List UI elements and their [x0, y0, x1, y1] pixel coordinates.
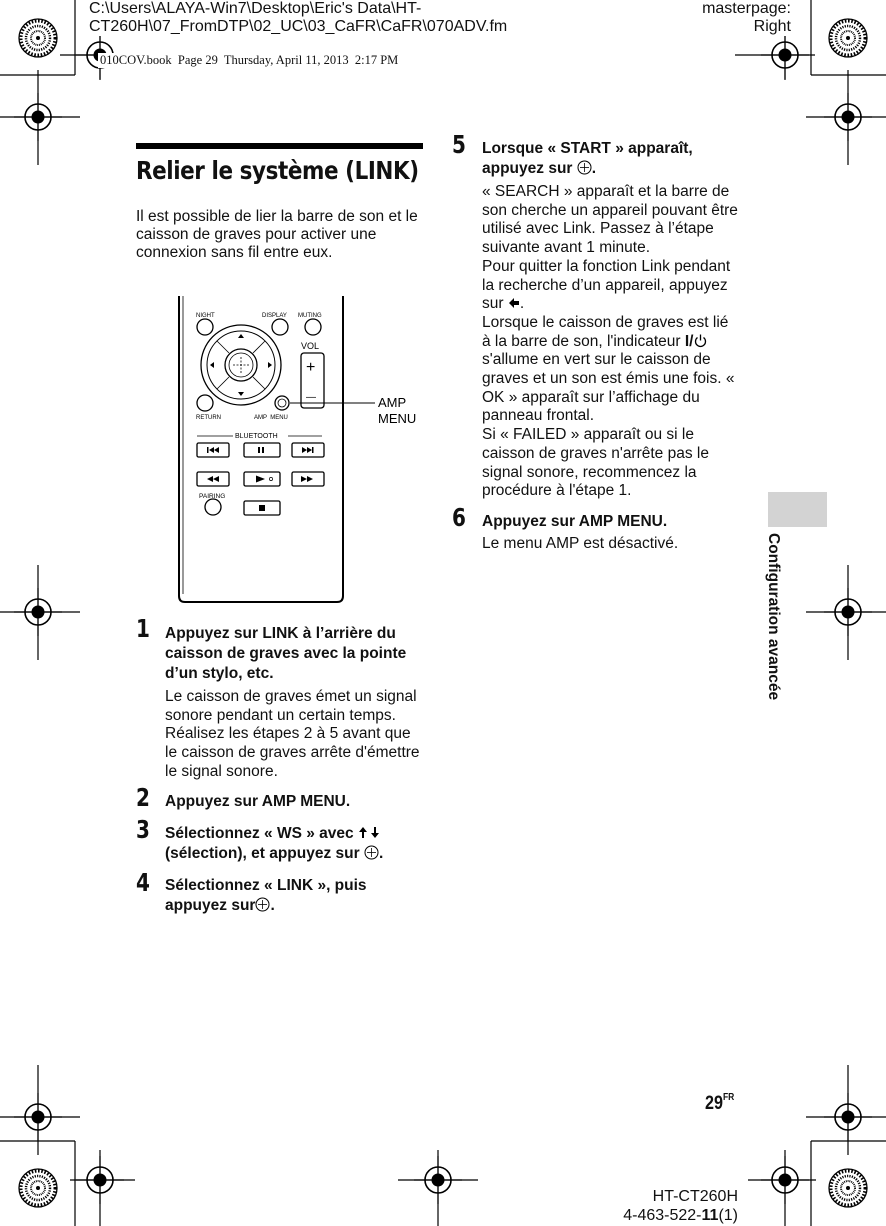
step-5-body	[482, 183, 740, 501]
step-6-number: 6	[452, 503, 466, 532]
step-6-heading: Appuyez sur AMP MENU.	[482, 513, 668, 530]
power-icon	[694, 333, 707, 348]
step-4-heading-end: .	[270, 897, 275, 914]
return-button[interactable]	[197, 395, 213, 411]
page-number-value: 29	[705, 1093, 723, 1114]
masterpage-value: Right	[753, 18, 791, 35]
enter-button-icon	[255, 897, 270, 912]
next-icon	[302, 447, 314, 453]
night-label: NIGHT	[196, 313, 215, 319]
side-tab-label: Configuration avancée	[765, 533, 782, 701]
step-5-body-1: « SEARCH » apparaît et la barre de son cherche un appareil pouvant être utilisé avec Link. Passez à l’étape suivante avant 1 minute.	[482, 183, 738, 257]
file-path	[89, 0, 507, 36]
code-suffix: (1)	[718, 1207, 738, 1224]
page-title: Relier le système (LINK)	[136, 156, 419, 185]
book-line: 010COV.book Page 29 Thursday, April 11, 2013 2:17 PM	[100, 53, 399, 67]
right-arrow-icon[interactable]	[268, 362, 272, 368]
amp-menu-callout-2: MENU	[378, 411, 417, 426]
stop-icon	[259, 505, 265, 511]
step-3-heading	[165, 824, 427, 864]
page-number	[705, 1093, 734, 1115]
intro-text: Il est possible de lier la barre de son et le caisson de graves pour activer une connexion sans fil entre eux.	[136, 208, 418, 261]
step-1-body: Le caisson de graves émet un signal sonore pendant un certain temps. Réalisez les étapes 2 à 5 avant que le caisson de graves arrête d'émettre le signal sonore.	[165, 688, 420, 780]
up-down-arrows-icon	[358, 825, 382, 840]
code-bold: 11	[701, 1207, 719, 1224]
bluetooth-label: BLUETOOTH	[235, 433, 278, 440]
enter-button-icon	[577, 160, 592, 175]
step-1-number: 1	[136, 614, 150, 643]
file-path-line1: C:\Users\ALAYA-Win7\Desktop\Eric's Data\HT-	[89, 0, 422, 17]
step-5-body-3b: s'allume en vert sur le caisson de graves et un son est émis une fois. « OK » apparaît sur l’affichage du panneau frontal.	[482, 351, 735, 425]
file-path-line2: CT260H\07_FromDTP\02_UC\03_CaFR\CaFR\070ADV.fm	[89, 18, 508, 35]
step-4-heading-a: Sélectionnez « LINK », puis	[165, 877, 367, 894]
step-4-number: 4	[136, 868, 150, 897]
step-5-heading-a: Lorsque « START » apparaît,	[482, 140, 693, 157]
pause-icon	[258, 447, 264, 453]
masterpage-label: masterpage:	[702, 0, 791, 17]
return-label: RETURN	[196, 415, 221, 421]
night-button[interactable]	[197, 319, 213, 335]
step-3-heading-end: .	[378, 845, 384, 862]
step-5-heading-end: .	[591, 160, 597, 177]
pairing-button[interactable]	[205, 499, 221, 515]
amp-menu-small-label: AMP MENU	[254, 415, 288, 421]
model-code	[623, 1187, 738, 1225]
vol-minus: —	[306, 392, 316, 403]
vol-plus: +	[306, 359, 316, 376]
step-5-body-4: Si « FAILED » apparaît ou si le caisson de graves n'arrête pas le signal sonore, recommencez la procédure à l'étape 1.	[482, 426, 709, 500]
amp-menu-button[interactable]	[275, 396, 289, 410]
side-tab	[768, 492, 827, 527]
up-arrow-icon[interactable]	[238, 334, 244, 338]
step-4-heading-b: appuyez sur	[165, 897, 256, 914]
muting-label: MUTING	[298, 313, 322, 319]
step-5-heading	[482, 139, 744, 179]
power-indicator-symbol: I/	[684, 332, 694, 350]
masterpage	[702, 0, 791, 36]
rewind-icon	[207, 476, 219, 482]
amp-menu-callout-1: AMP	[378, 395, 407, 410]
code-prefix: 4-463-522-	[623, 1207, 702, 1224]
step-5-body-3a: Lorsque le caisson de graves est lié à la barre de son, l'indicateur	[482, 313, 729, 350]
pairing-label: PAIRING	[199, 493, 226, 500]
step-6-body: Le menu AMP est désactivé.	[482, 535, 679, 552]
vol-label: VOL	[301, 341, 320, 351]
step-5-heading-b: appuyez sur	[482, 160, 573, 177]
display-button[interactable]	[272, 319, 288, 335]
step-3-heading-b: (sélection), et appuyez sur	[165, 845, 360, 862]
step-3-heading-a: Sélectionnez « WS » avec	[165, 825, 354, 842]
prev-icon	[207, 447, 219, 453]
enter-button-icon	[364, 845, 379, 860]
forward-icon	[301, 476, 313, 482]
step-3-number: 3	[136, 815, 150, 844]
title-rule	[136, 143, 423, 149]
play-icon	[256, 476, 265, 483]
step-5-body-2a: Pour quitter la fonction Link pendant la recherche d’un appareil, appuyez sur	[482, 257, 731, 313]
back-arrow-icon	[508, 295, 520, 310]
page-number-suffix: FR	[722, 1092, 735, 1103]
model-name: HT-CT260H	[652, 1188, 738, 1205]
step-5-body-2b: .	[519, 295, 525, 313]
step-2-heading: Appuyez sur AMP MENU.	[165, 793, 351, 810]
left-arrow-icon[interactable]	[210, 362, 214, 368]
step-1-heading: Appuyez sur LINK à l’arrière du caisson de graves avec la pointe d’un stylo, etc.	[165, 625, 407, 682]
step-2-number: 2	[136, 783, 150, 812]
muting-button[interactable]	[305, 319, 321, 335]
down-arrow-icon[interactable]	[238, 392, 244, 396]
remote-illustration	[170, 296, 430, 606]
display-label: DISPLAY	[262, 313, 287, 319]
step-5-number: 5	[452, 130, 466, 159]
step-4-heading	[165, 876, 427, 916]
